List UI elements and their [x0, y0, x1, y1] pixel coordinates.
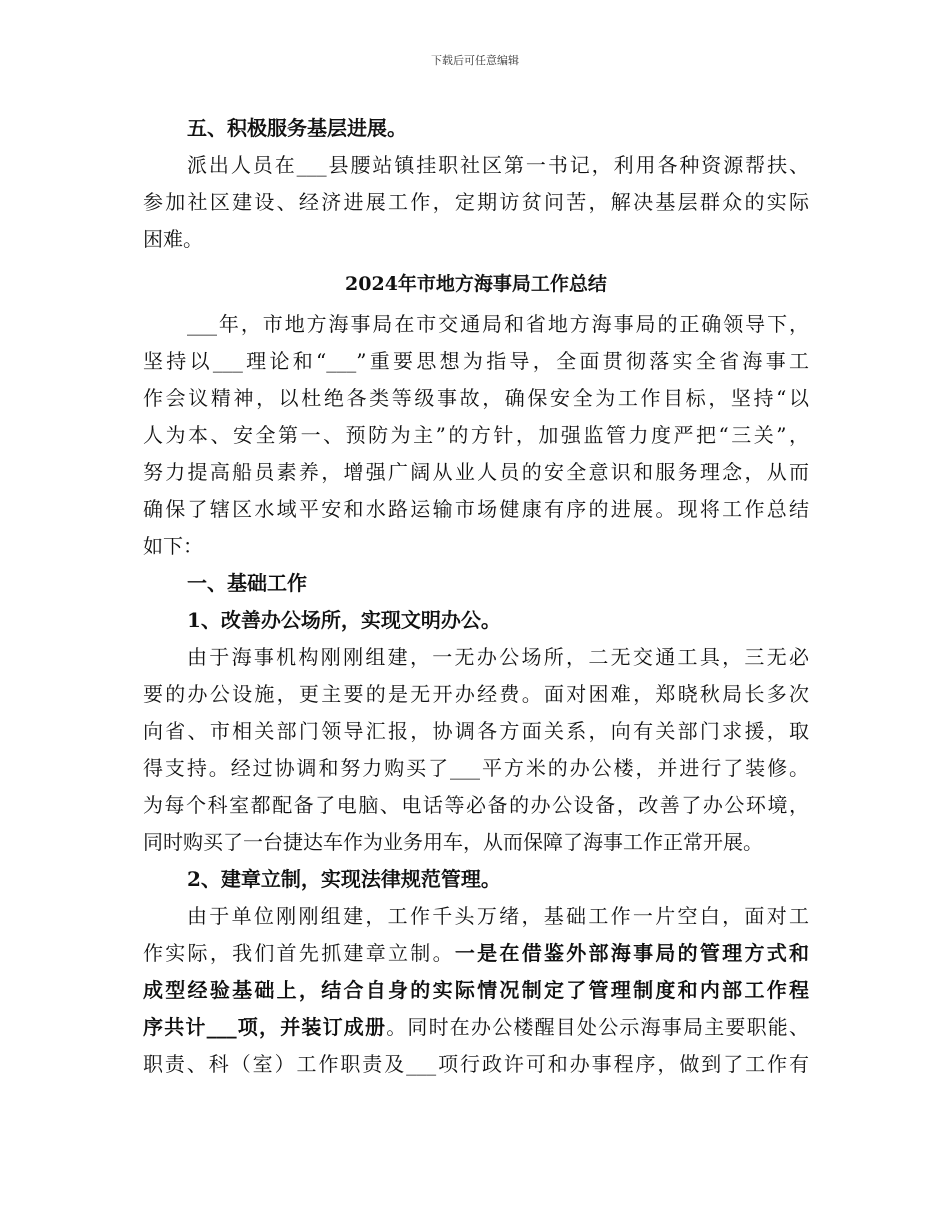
text-line: 如下：: [143, 534, 203, 558]
text-span: 。同时在办公楼醒目处公示海事局主要职能、: [386, 1015, 809, 1039]
document-title: 2024年市地方海事局工作总结: [345, 273, 607, 295]
text-line: 一、基础工作: [187, 571, 307, 595]
text-line: 努力提高船员素养，增强广阔从业人员的安全意识和服务理念，从而: [143, 460, 809, 484]
text-line: 职责、科（室）工作职责及___项行政许可和办事程序，做到了工作有: [143, 1052, 809, 1076]
text-line: 困难。: [143, 227, 203, 251]
text-line: [143, 935, 809, 972]
text-line: 坚持以___理论和“___”重要思想为指导，全面贯彻落实全省海事工: [143, 349, 809, 373]
text-line: [143, 1009, 809, 1046]
text-line: 要的办公设施，更主要的是无开办经费。面对困难，郑晓秋局长多次: [143, 682, 809, 706]
text-line: 成型经验基础上，结合自身的实际情况制定了管理制度和内部工作程: [143, 978, 809, 1002]
bold-text-span: 一是在借鉴外部海事局的管理方式和: [454, 941, 809, 965]
text-span: 作实际，我们首先抓建章立制。: [143, 941, 455, 965]
text-line: 为每个科室都配备了电脑、电话等必备的办公设备，改善了办公环境，: [143, 793, 809, 817]
text-line: ___年，市地方海事局在市交通局和省地方海事局的正确领导下，: [187, 312, 809, 336]
text-line: 由于单位刚刚组建，工作千头万绪，基础工作一片空白，面对工: [187, 904, 809, 928]
text-line: 得支持。经过协调和努力购买了___平方米的办公楼，并进行了装修。: [143, 756, 809, 780]
document-body: [143, 110, 809, 1083]
bold-text-span: 序共计___项，并装订成册: [143, 1015, 387, 1039]
text-line: 人为本、安全第一、预防为主”的方针，加强监管力度严把“三关”，: [143, 423, 809, 447]
text-line: 向省、市相关部门领导汇报，协调各方面关系，向有关部门求援，取: [143, 719, 809, 743]
text-line: 五、积极服务基层进展。: [187, 116, 407, 140]
text-line: 由于海事机构刚刚组建，一无办公场所，二无交通工具，三无必: [187, 645, 809, 669]
text-line: 同时购买了一台捷达车作为业务用车，从而保障了海事工作正常开展。: [143, 830, 763, 854]
text-line: 1、改善办公场所，实现文明办公。: [187, 608, 501, 632]
text-line: 参加社区建设、经济进展工作，定期访贫问苦，解决基层群众的实际: [143, 190, 809, 214]
text-line: 2、建章立制，实现法律规范管理。: [187, 867, 501, 891]
text-line: 派出人员在___县腰站镇挂职社区第一书记，利用各种资源帮扶、: [187, 153, 809, 177]
text-line: 作会议精神，以杜绝各类等级事故，确保安全为工作目标，坚持“以: [143, 386, 809, 410]
page-header: 下载后可任意编辑: [431, 54, 519, 67]
text-line: 确保了辖区水域平安和水路运输市场健康有序的进展。现将工作总结: [143, 497, 809, 521]
